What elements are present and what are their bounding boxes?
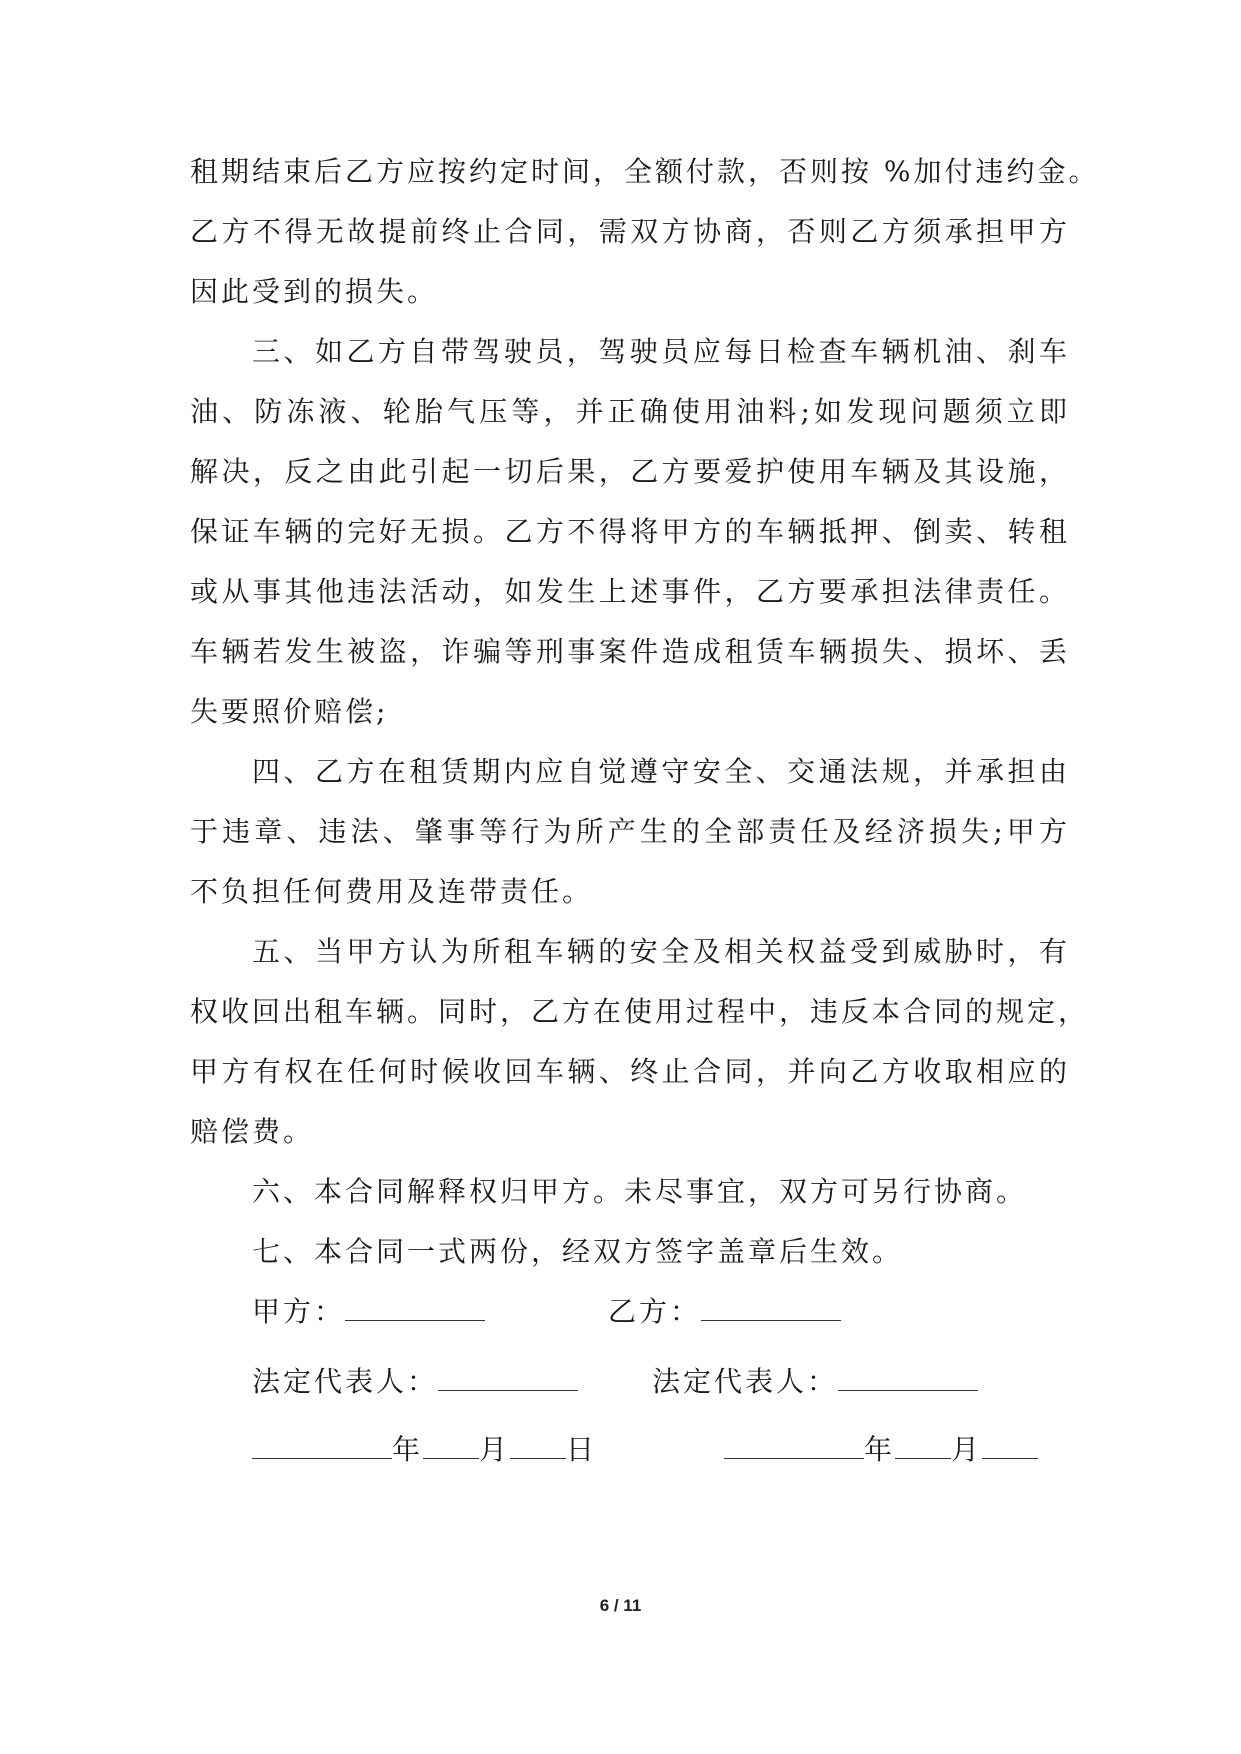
date-a-year-blank[interactable] xyxy=(252,1432,392,1459)
date-a-month-blank[interactable] xyxy=(423,1432,479,1459)
date-b xyxy=(724,1430,1038,1470)
rep-b-signature xyxy=(652,1362,978,1402)
rep-a-blank[interactable] xyxy=(438,1364,578,1391)
party-a-label: 甲方： xyxy=(252,1295,346,1328)
date-b-day-blank[interactable] xyxy=(982,1432,1038,1459)
year-label: 年 xyxy=(392,1433,424,1466)
text-line: 或从事其他违法活动，如发生上述事件，乙方要承担法律责任。 xyxy=(190,575,1070,608)
party-b-blank[interactable] xyxy=(701,1294,841,1321)
party-a-signature xyxy=(252,1292,485,1332)
text-line: 解决，反之由此引起一切后果，乙方要爱护使用车辆及其设施， xyxy=(190,455,1070,488)
text-line: 因此受到的损失。 xyxy=(190,275,439,308)
text-line: 租期结束后乙方应按约定时间，全额付款，否则按 %加付违约金。 xyxy=(190,155,1100,188)
text-line: 不负担任何费用及连带责任。 xyxy=(190,875,594,908)
text-line: 四、乙方在租赁期内应自觉遵守安全、交通法规，并承担由 xyxy=(252,755,1070,788)
text-line: 五、当甲方认为所租车辆的安全及相关权益受到威胁时，有 xyxy=(252,935,1070,968)
text-line: 乙方不得无故提前终止合同，需双方协商，否则乙方须承担甲方 xyxy=(190,215,1070,248)
text-line: 于违章、违法、肇事等行为所产生的全部责任及经济损失;甲方 xyxy=(190,815,1070,848)
date-a xyxy=(252,1430,597,1470)
day-label: 日 xyxy=(566,1433,598,1466)
party-b-signature xyxy=(608,1292,841,1332)
party-b-label: 乙方： xyxy=(608,1295,702,1328)
rep-a-signature xyxy=(252,1362,578,1402)
date-a-day-blank[interactable] xyxy=(510,1432,566,1459)
page-number: 6 / 11 xyxy=(599,1596,642,1615)
text-line: 三、如乙方自带驾驶员，驾驶员应每日检查车辆机油、刹车 xyxy=(252,335,1070,368)
party-a-blank[interactable] xyxy=(345,1294,485,1321)
text-line: 甲方有权在任何时候收回车辆、终止合同，并向乙方收取相应的 xyxy=(190,1055,1070,1088)
text-line: 保证车辆的完好无损。乙方不得将甲方的车辆抵押、倒卖、转租 xyxy=(190,515,1070,548)
text-line: 六、本合同解释权归甲方。未尽事宜，双方可另行协商。 xyxy=(252,1175,1028,1208)
year-label: 年 xyxy=(864,1433,896,1466)
month-label: 月 xyxy=(951,1433,983,1466)
month-label: 月 xyxy=(479,1433,511,1466)
text-line: 七、本合同一式两份，经双方签字盖章后生效。 xyxy=(252,1235,904,1268)
date-b-month-blank[interactable] xyxy=(895,1432,951,1459)
rep-a-label: 法定代表人： xyxy=(252,1365,439,1398)
date-b-year-blank[interactable] xyxy=(724,1432,864,1459)
rep-b-blank[interactable] xyxy=(838,1364,978,1391)
text-line: 赔偿费。 xyxy=(190,1115,315,1148)
text-line: 权收回出租车辆。同时，乙方在使用过程中，违反本合同的规定， xyxy=(190,995,1090,1028)
text-line: 油、防冻液、轮胎气压等，并正确使用油料;如发现问题须立即 xyxy=(190,395,1070,428)
rep-b-label: 法定代表人： xyxy=(652,1365,839,1398)
text-line: 车辆若发生被盗，诈骗等刑事案件造成租赁车辆损失、损坏、丢 xyxy=(190,635,1070,668)
text-line: 失要照价赔偿; xyxy=(190,695,389,728)
